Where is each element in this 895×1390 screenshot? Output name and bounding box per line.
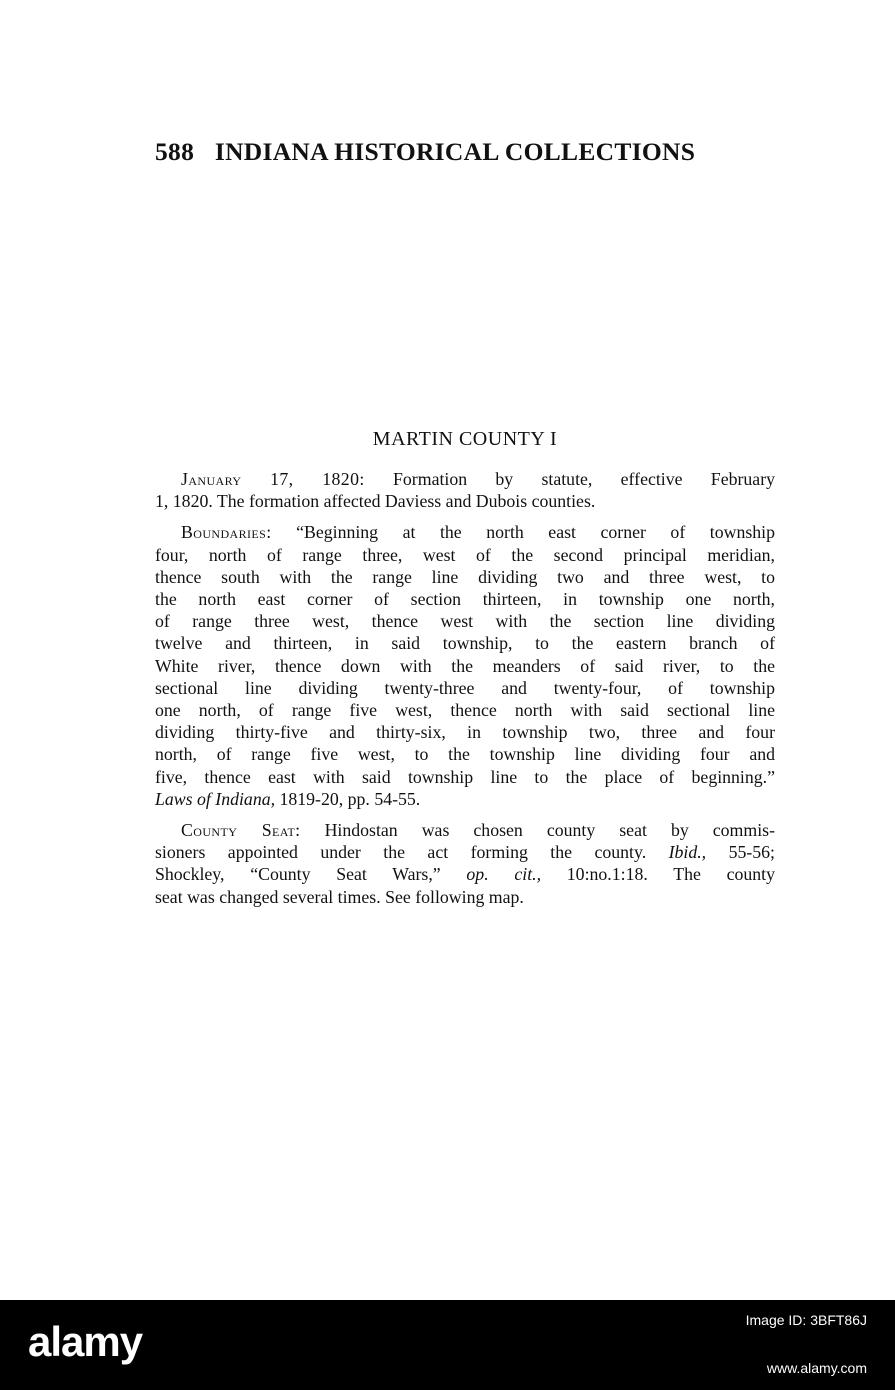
text-line: four, north of range three, west of the second principal meridian, (155, 544, 775, 565)
line-text: Hindostan was chosen county seat by commis- (324, 820, 775, 841)
op-cit-ref: op. cit., (466, 864, 542, 885)
ibid-ref: Ibid., (668, 842, 707, 863)
paragraph-label: Boundaries: (181, 522, 272, 543)
citation-pages: 1819-20, pp. 54-55. (275, 788, 421, 809)
paragraph-date (155, 468, 775, 512)
text-line (155, 819, 775, 841)
line-text: Formation by statute, effective February (393, 469, 775, 489)
line-text: 10:no.1:18. The county (541, 864, 775, 885)
line-text: Shockley, “County Seat Wars,” (155, 864, 467, 885)
line-text: sioners appointed under the act forming the county. (155, 842, 669, 863)
paragraph-label: January 17, 1820: (181, 469, 365, 489)
paragraph-boundaries (155, 521, 775, 810)
text-line: twelve and thirteen, in said township, to the eastern branch of (155, 633, 775, 654)
text-line (155, 521, 775, 543)
watermark-footer (0, 1300, 895, 1390)
text-line (155, 468, 775, 490)
text-line: five, thence east with said township line to the place of beginning.” (155, 766, 775, 787)
text-line: north, of range five west, to the township line dividing four and (155, 744, 775, 765)
paragraph-county-seat (155, 819, 775, 908)
running-title: INDIANA HISTORICAL COLLECTIONS (214, 137, 696, 166)
citation-title: Laws of Indiana, (155, 788, 276, 809)
text-line: seat was changed several times. See following map. (155, 886, 524, 907)
line-text: 55-56; (706, 842, 775, 863)
text-line (155, 863, 775, 885)
text-line (155, 841, 775, 863)
site-url: www.alamy.com (766, 1360, 867, 1376)
page-number: 588 (155, 137, 195, 166)
text-line: one north, of range five west, thence north with said sectional line (155, 700, 775, 721)
text-line: the north east corner of section thirteen, in township one north, (155, 589, 775, 610)
brand-logo: alamy (28, 1318, 143, 1365)
citation-line (155, 788, 775, 810)
text-line: of range three west, thence west with the section line dividing (155, 611, 775, 632)
text-line: dividing thirty-five and thirty-six, in township two, three and four (155, 722, 775, 743)
text-line: 1, 1820. The formation affected Daviess and Dubois counties. (155, 491, 596, 512)
body-text (155, 468, 775, 917)
text-line: sectional line dividing twenty-three and twenty-four, of township (155, 677, 775, 698)
text-line: thence south with the range line dividing two and three west, to (155, 566, 775, 587)
image-id: Image ID: 3BFT86J (745, 1312, 867, 1328)
line-text: “Beginning at the north east corner of township (296, 522, 775, 543)
section-title: MARTIN COUNTY I (372, 428, 558, 450)
text-line: White river, thence down with the meanders of said river, to the (155, 655, 775, 676)
paragraph-label: County Seat: (181, 820, 301, 841)
running-head (155, 137, 775, 167)
